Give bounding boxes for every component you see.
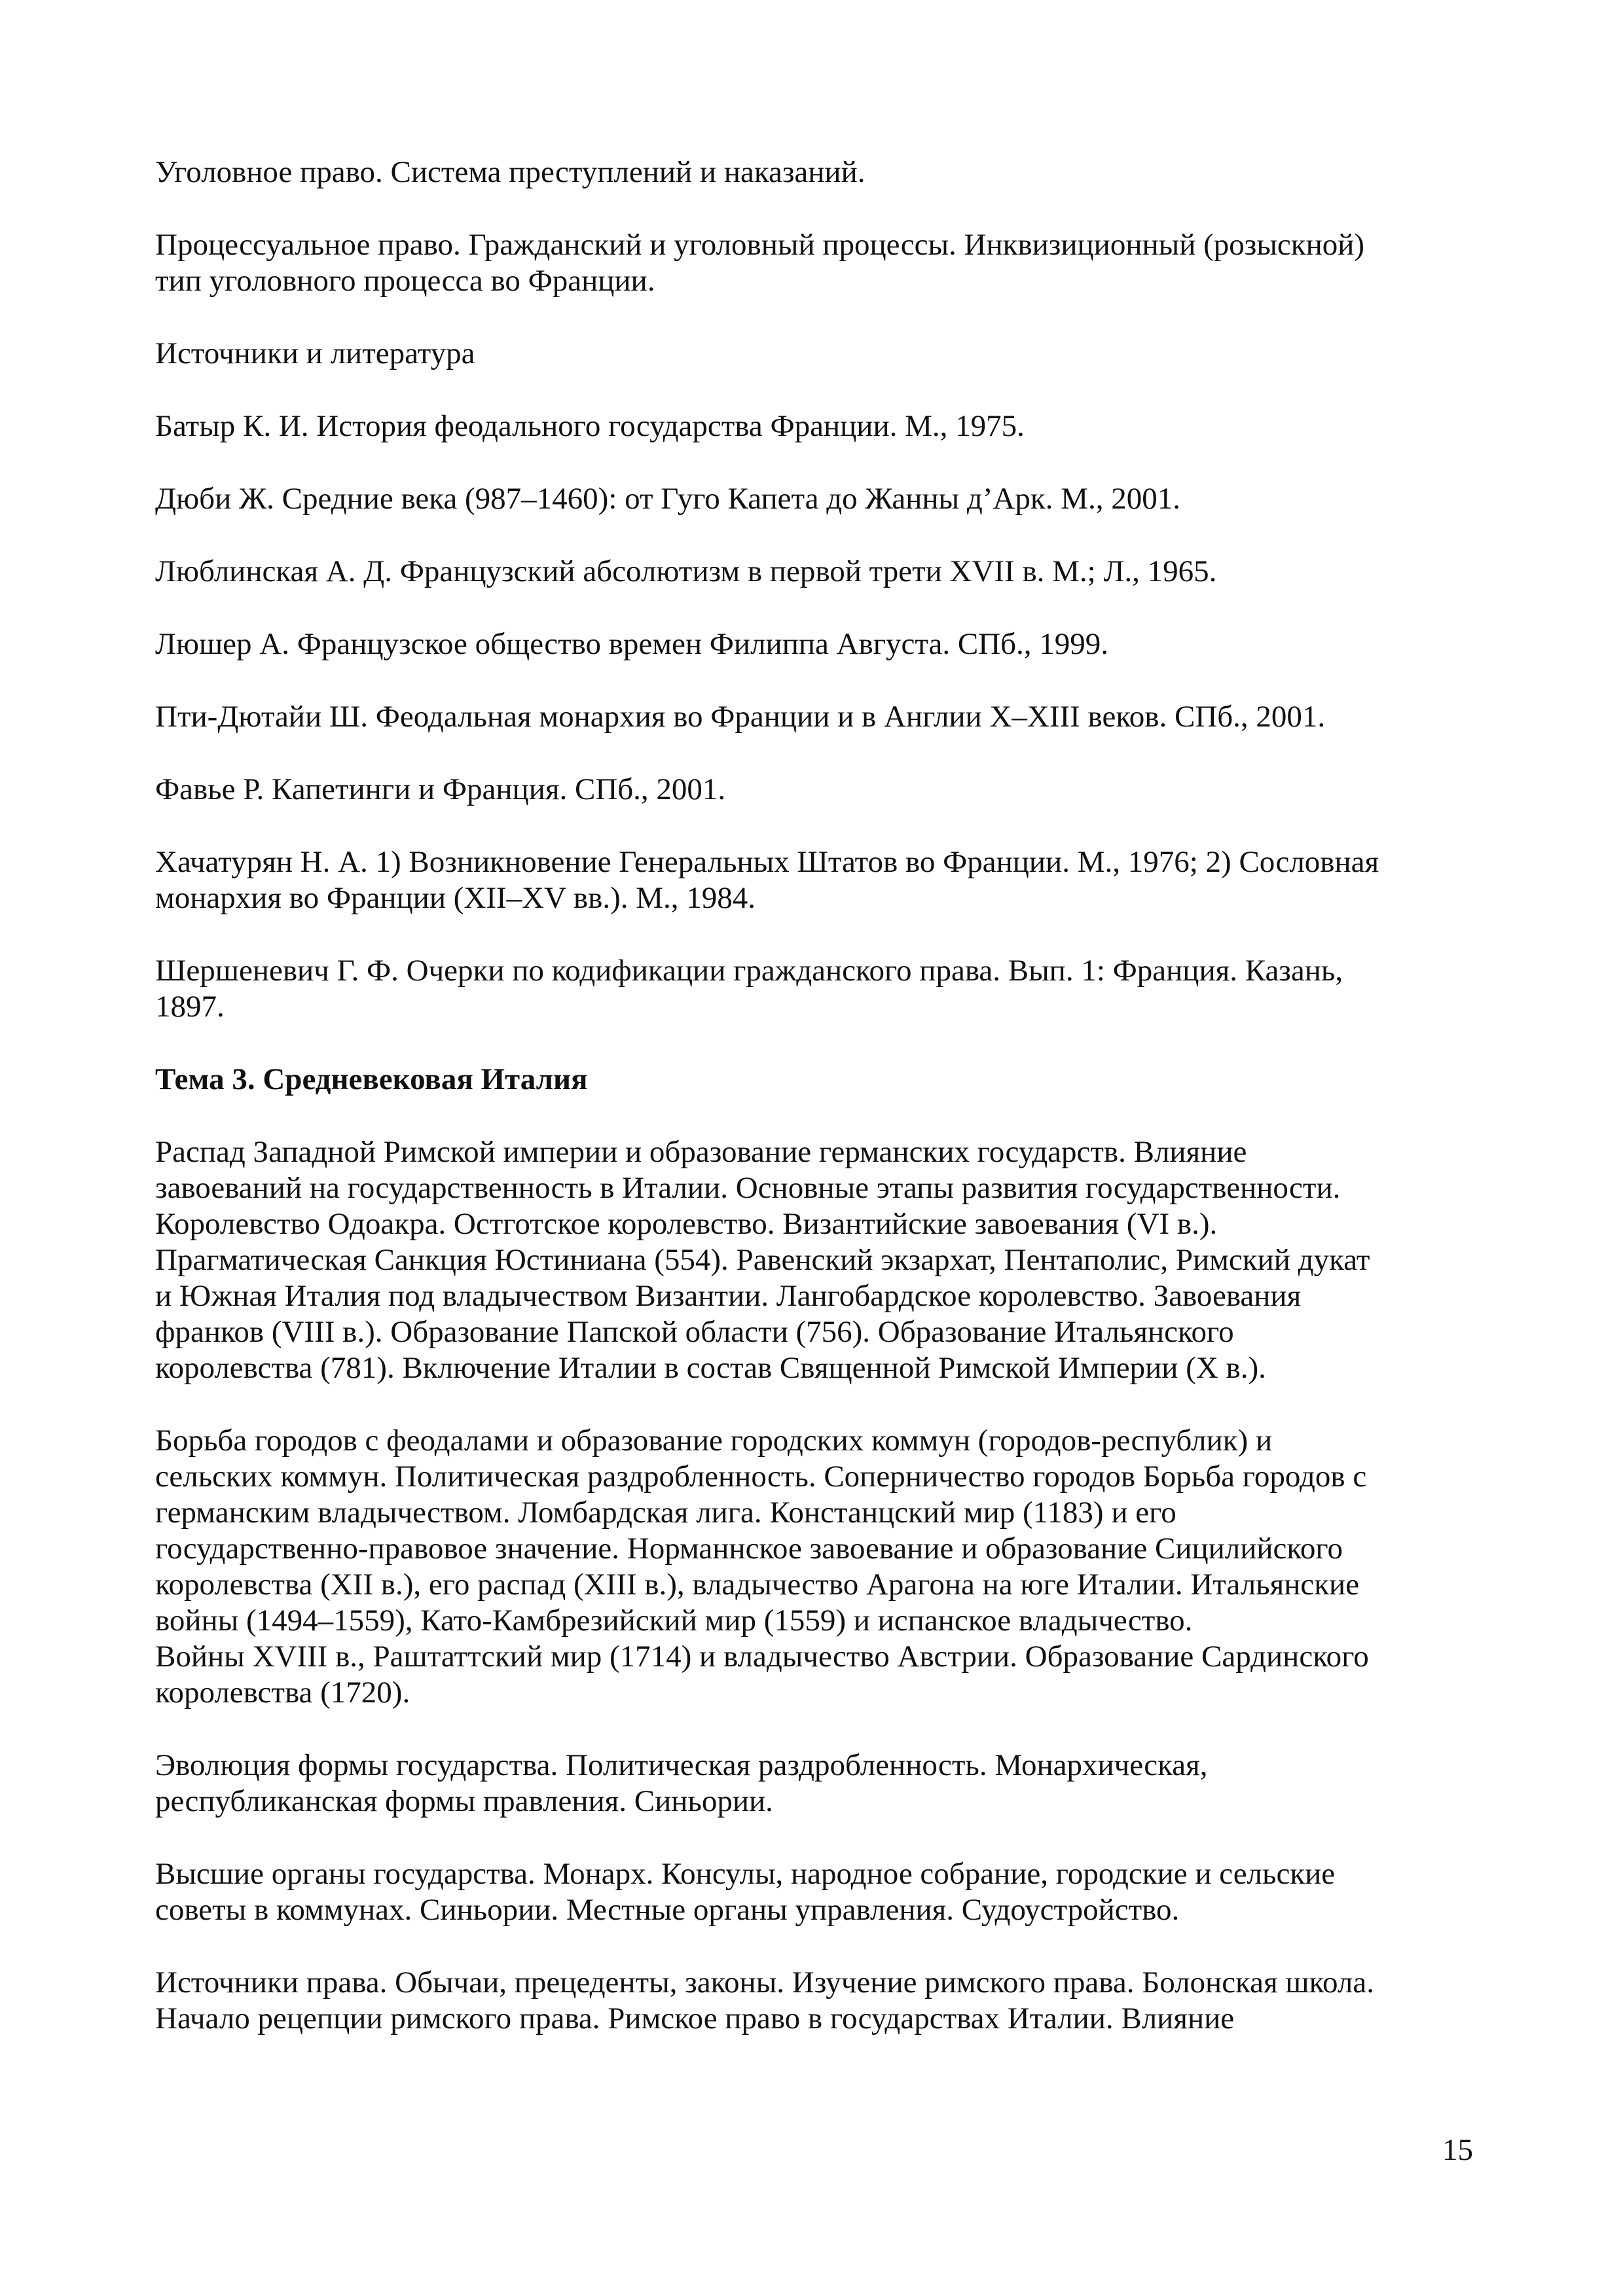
- text-line: Пти-Дютайи Ш. Феодальная монархия во Франции и в Англии X–XIII веков. СПб., 2001.: [155, 700, 1326, 734]
- text-line: королевства (781). Включение Италии в состав Священной Римской Империи (X в.).: [155, 1351, 1266, 1385]
- text-line: германским владычеством. Ломбардская лига. Констанцский мир (1183) и его: [155, 1496, 1176, 1530]
- paragraph: [155, 1965, 1468, 2037]
- text-line: франков (VIII в.). Образование Папской области (756). Образование Итальянского: [155, 1315, 1234, 1349]
- text-line: Борьба городов с феодалами и образование городских коммун (городов-республик) и: [155, 1424, 1273, 1458]
- text-line: Люшер А. Французское общество времен Филиппа Августа. СПб., 1999.: [155, 627, 1109, 661]
- text-line: Люблинская А. Д. Французский абсолютизм в первой трети XVII в. М.; Л., 1965.: [155, 554, 1217, 588]
- paragraph: [155, 626, 1468, 662]
- text-line: Источники и литература: [155, 336, 475, 370]
- paragraph: [155, 844, 1468, 916]
- text-line: королевства (1720).: [155, 1676, 410, 1710]
- text-line: Эволюция формы государства. Политическая раздробленность. Монархическая,: [155, 1748, 1208, 1782]
- text-line: войны (1494–1559), Като-Камбрезийский мир (1559) и испанское владычество.: [155, 1604, 1193, 1638]
- text-line: королевства (XII в.), его распад (XIII в.), владычество Арагона на юге Италии. Итальянские: [155, 1568, 1360, 1602]
- text-line: Высшие органы государства. Монарх. Консулы, народное собрание, городские и сельские: [155, 1857, 1336, 1891]
- text-line: Хачатурян Н. А. 1) Возникновение Генеральных Штатов во Франции. М., 1976; 2) Сословная: [155, 845, 1379, 879]
- section-heading: [155, 1062, 1468, 1098]
- text-line: Королевство Одоакра. Остготское королевство. Византийские завоевания (VI в.).: [155, 1207, 1218, 1241]
- paragraph: [155, 1134, 1468, 1386]
- paragraph: [155, 953, 1468, 1025]
- paragraph: [155, 554, 1468, 590]
- text-line: сельских коммун. Политическая раздробленность. Соперничество городов Борьба городов с: [155, 1460, 1367, 1494]
- text-line: государственно-правовое значение. Норманнское завоевание и образование Сицилийского: [155, 1532, 1343, 1566]
- text-line: и Южная Италия под владычеством Византии. Лангобардское королевство. Завоевания: [155, 1279, 1302, 1313]
- paragraph: [155, 336, 1468, 372]
- text-line: Тема 3. Средневековая Италия: [155, 1062, 588, 1096]
- text-line: Дюби Ж. Средние века (987–1460): от Гуго Капета до Жанны д’Арк. М., 2001.: [155, 482, 1180, 516]
- paragraph: [155, 1856, 1468, 1928]
- text-line: завоеваний на государственность в Италии. Основные этапы развития государственности.: [155, 1171, 1341, 1205]
- text-line: Начало рецепции римского права. Римское право в государствах Италии. Влияние: [155, 2001, 1235, 2036]
- paragraph: [155, 481, 1468, 517]
- text-line: Источники права. Обычаи, прецеденты, законы. Изучение римского права. Болонская школа.: [155, 1965, 1374, 2000]
- paragraph: [155, 154, 1468, 190]
- page-body: [155, 154, 1468, 2073]
- text-line: Распад Западной Римской империи и образование германских государств. Влияние: [155, 1135, 1247, 1169]
- text-line: Уголовное право. Система преступлений и наказаний.: [155, 155, 866, 189]
- paragraph: [155, 1748, 1468, 1820]
- text-line: монархия во Франции (XII–XV вв.). М., 1984.: [155, 881, 756, 915]
- page-number: 15: [1442, 2133, 1473, 2167]
- text-line: Войны XVIII в., Раштаттский мир (1714) и владычество Австрии. Образование Сардинского: [155, 1640, 1369, 1674]
- text-line: Батыр К. И. История феодального государства Франции. М., 1975.: [155, 409, 1025, 443]
- paragraph: [155, 1423, 1468, 1711]
- text-line: советы в коммунах. Синьории. Местные органы управления. Судоустройство.: [155, 1893, 1180, 1927]
- text-line: тип уголовного процесса во Франции.: [155, 264, 655, 298]
- paragraph: [155, 699, 1468, 735]
- paragraph: [155, 408, 1468, 444]
- text-line: 1897.: [155, 990, 225, 1024]
- text-line: Шершеневич Г. Ф. Очерки по кодификации гражданского права. Вып. 1: Франция. Казань,: [155, 954, 1343, 988]
- text-line: Процессуальное право. Гражданский и уголовный процессы. Инквизиционный (розыскной): [155, 228, 1365, 262]
- paragraph: [155, 227, 1468, 299]
- text-line: Фавье Р. Капетинги и Франция. СПб., 2001.: [155, 772, 726, 806]
- paragraph: [155, 772, 1468, 808]
- text-line: Прагматическая Санкция Юстиниана (554). Равенский экзархат, Пентаполис, Римский дукат: [155, 1243, 1370, 1277]
- text-line: республиканская формы правления. Синьории.: [155, 1784, 773, 1818]
